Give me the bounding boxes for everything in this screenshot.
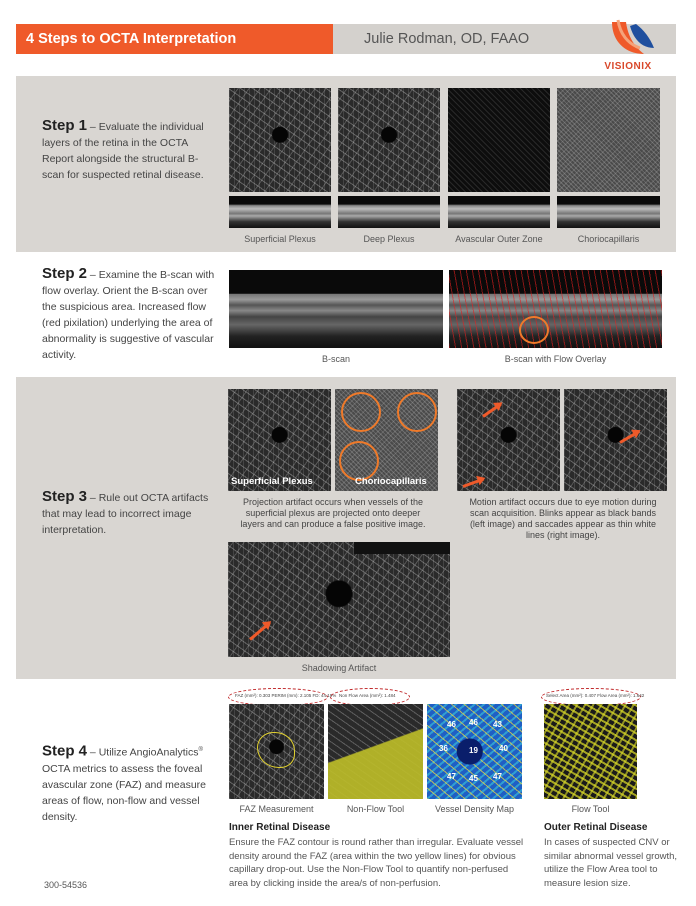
inner-retinal-title: Inner Retinal Disease [229,822,331,833]
outer-retinal-text: In cases of suspected CNV or similar abnormal vessel growth, utilize the Flow Area tool to measure lesion size. [544,837,678,889]
step2-label: Step 2 [42,265,88,282]
faz-measurement-image [229,704,324,799]
brand-wordmark: VISIONIX [604,61,652,72]
density-value: 45 [469,774,478,783]
avascular-outer-zone-image [448,88,550,192]
step1-label: Step 1 [42,117,88,134]
non-flow-tool-image [328,704,423,799]
logo-swoosh-icon [596,16,660,60]
caption-deep-plexus: Deep Plexus [363,234,415,244]
step3-text [42,489,212,538]
step4-description-part1: – Utilize AngioAnalytics [87,746,199,759]
bscan-image [229,270,443,348]
image-black-band [354,542,450,554]
motion-artifact-caption: Motion artifact occurs due to eye motion during scan acquisition. Blinks appear as black bands (left image) and saccades appear as thin white lines (right image). [469,497,657,540]
faz-contour [257,732,295,768]
projection-choriocapillaris-image [335,389,438,491]
arrow-icon [482,403,502,418]
step2-panel [16,258,676,370]
artifact-circle-2 [397,392,437,432]
step4-panel [16,684,676,900]
step2-description: – Examine the B-scan with flow overlay. Orient the B-scan over the suspicious area. Increased flow (red pixilation) underlying the area of abnormality is suggestive of vascular activity. [42,269,215,361]
projection-artifact-caption: Projection artifact occurs when vessels of the superficial plexus are projected onto deeper layers and can produce a false positive image. [240,497,426,529]
density-value: 47 [493,772,502,781]
caption-shadowing-artifact: Shadowing Artifact [301,663,377,673]
document-code: 300-54536 [44,880,88,890]
visionix-logo [596,16,660,76]
header-bar [16,24,676,54]
density-center: 19 [469,746,478,755]
caption-bscan: B-scan [321,354,350,364]
step1-description: – Evaluate the individual layers of the retina in the OCTA Report alongside the structural B-scan for suspected retinal disease. [42,121,204,181]
density-value: 40 [499,744,508,753]
choriocapillaris-image [557,88,660,192]
step2-text [42,266,217,363]
motion-saccade-image [564,389,667,491]
author-name: Julie Rodman, OD, FAAO [364,31,530,47]
bscan-thumb-3 [448,196,550,228]
density-value: 36 [439,744,448,753]
arrow-icon [619,430,640,444]
step3-label: Step 3 [42,488,88,505]
caption-faz-measurement: FAZ Measurement [239,804,314,814]
arrow-icon [249,622,271,641]
motion-blink-image [457,389,560,491]
inner-retinal-text: Ensure the FAZ contour is round rather than irregular. Evaluate vessel density around the FAZ (area within the two yellow lines) for obvious capillary drop-out. Use the Non-Flow Tool to quantify non-perfused area by clicking inside the area/s of non-perfusion. [229,837,524,889]
step3-description: – Rule out OCTA artifacts that may lead to incorrect image interpretation. [42,492,209,536]
registered-mark: ® [198,747,203,753]
vessel-density-map-image [427,704,522,799]
step1-text [42,118,212,183]
deep-plexus-image [338,88,440,192]
flow-tool-image [544,704,637,799]
density-value: 46 [469,718,478,727]
flow-metric-text: Select Area (mm²): 0.407 Flow Area (mm²): 1.642 [546,693,645,698]
step4-description-part2: OCTA metrics to assess the foveal avascular zone (FAZ) and measure areas of flow, non-flow and vessel density. [42,762,206,823]
bscan-thumb-1 [229,196,331,228]
label-superficial-plexus: Superficial Plexus [231,476,313,487]
shadowing-artifact-image [228,542,450,657]
step1-panel [16,76,676,252]
page-title: 4 Steps to OCTA Interpretation [16,24,333,54]
caption-superficial-plexus: Superficial Plexus [244,234,316,244]
artifact-circle-3 [339,441,379,481]
step4-label: Step 4 [42,742,88,760]
density-value: 47 [447,772,456,781]
density-value: 46 [447,720,456,729]
superficial-plexus-image [229,88,331,192]
step3-panel [16,377,676,679]
caption-flow-tool: Flow Tool [571,804,610,814]
caption-choriocapillaris: Choriocapillaris [577,234,640,244]
lesion-highlight-circle [519,316,549,344]
bscan-thumb-2 [338,196,440,228]
bscan-flow-overlay-image [449,270,662,348]
step4-text [42,742,214,825]
label-choriocapillaris: Choriocapillaris [355,476,427,487]
nonflow-metric-text: Non Flow Area (mm²): 1.484 [339,693,396,698]
faz-metric-text: FAZ (mm²): 0.303 PERIM (mm): 2.105 FD: 44.19% [235,693,337,698]
caption-avascular-outer-zone: Avascular Outer Zone [455,234,543,244]
caption-non-flow-tool: Non-Flow Tool [346,804,405,814]
caption-bscan-flow: B-scan with Flow Overlay [504,354,607,364]
artifact-circle-1 [341,392,381,432]
arrow-icon [462,478,484,488]
projection-superficial-image [228,389,331,491]
outer-retinal-title: Outer Retinal Disease [544,822,648,833]
density-value: 43 [493,720,502,729]
bscan-thumb-4 [557,196,660,228]
caption-vessel-density-map: Vessel Density Map [434,804,515,814]
